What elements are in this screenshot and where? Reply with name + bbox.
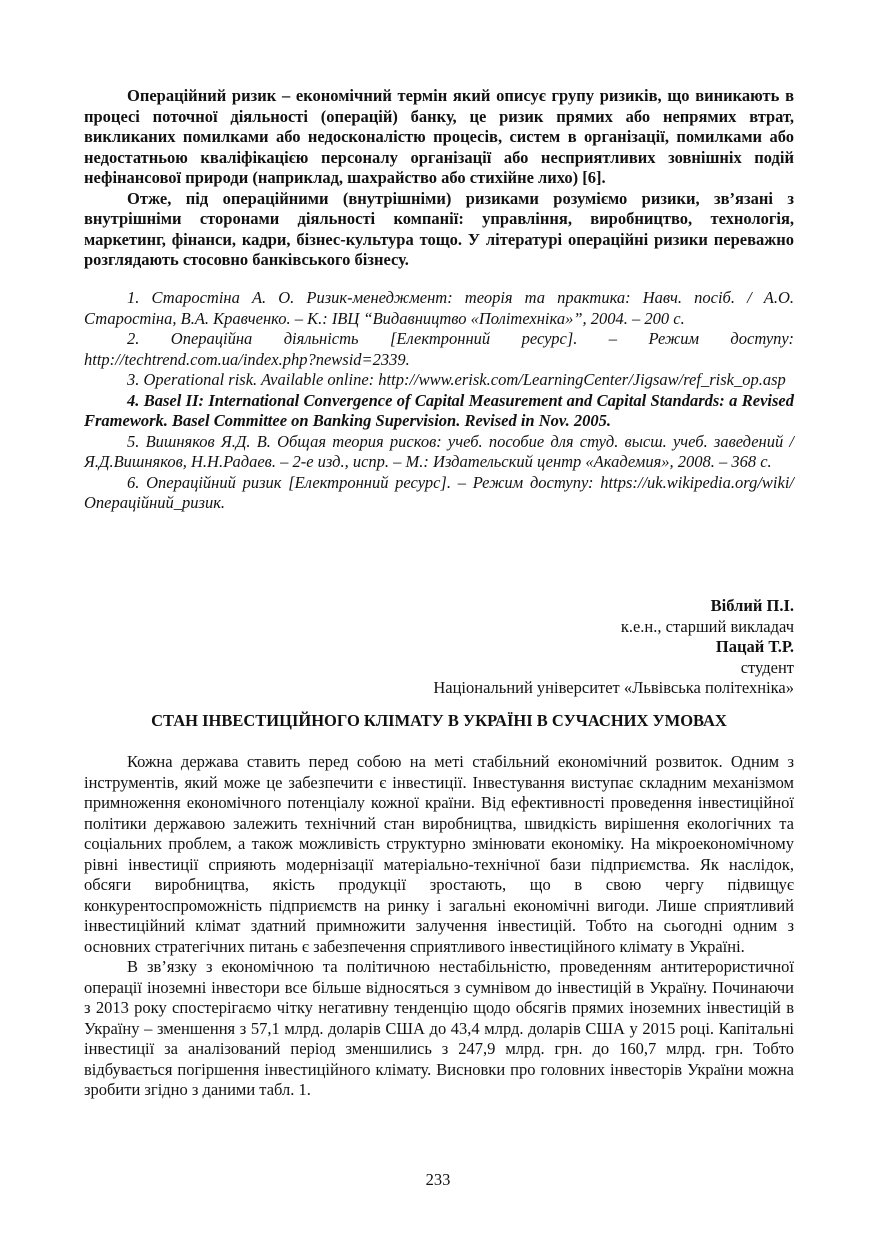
intro-paragraph-1: Операційний ризик – економічний термін який описує групу ризиків, що виникають в процесі поточної діяльності (операцій) банку, це ризик прямих або непрямих втрат, викликаних помилками або недосконалістю процесів, систем в організації, помилками або недостатньою кваліфікацією персоналу організації або несприятливих зовнішніх подій нефінансової природи (наприклад, шахрайство або стихійне лихо) [6].: [84, 86, 794, 187]
author-2-role: студент: [740, 657, 794, 677]
author-block: [84, 596, 794, 699]
reference-item-3: 3. Operational risk. Available online: http://www.erisk.com/LearningCenter/Jigsaw/ref_risk_op.asp: [127, 370, 786, 389]
author-2-name: Пацай Т.Р.: [715, 637, 794, 656]
body-paragraph-1: Кожна держава ставить перед собою на меті стабільний економічний розвиток. Одним з інструментів, який може це забезпечити є інвестиції. Інвестування виступає складним механізмом примноження економічного потенціалу кожної країни. Від ефективності проведення інвестиційної політики державою залежить технічний стан виробництва, швидкість вирішення екологічних та соціальних проблем, а також можливість структурно змінювати економіку. На мікроекономічному рівні інвестиції сприяють модернізації матеріально-технічної бази підприємства. Як наслідок, обсяги виробництва, якість продукції зростають, що в свою чергу підвищує конкурентоспроможність підприємств на ринку і загальні економічні вигоди. Лише сприятливий інвестиційний клімат здатний примножити залучення інвестицій. Тобто на сьогодні одним з основних стратегічних питань є забезпечення сприятливого інвестиційного клімату в Україні.: [84, 752, 794, 956]
intro-paragraph-2: Отже, під операційними (внутрішніми) ризиками розуміємо ризики, зв’язані з внутрішніми сторонами діяльності компанії: управління, виробництво, технологія, маркетинг, фінанси, кадри, бізнес-культура тощо. У літературі операційні ризики переважно розглядають стосовно банківського бізнесу.: [84, 188, 794, 269]
article-body: [84, 752, 794, 1101]
body-paragraph-2: В зв’язку з економічною та політичною нестабільністю, проведенням антитерористичної операції іноземні інвестори все більше відносяться з сумнівом до інвестицій в Україну. Починаючи з 2013 року спостерігаємо чітку негативну тенденцію щодо обсягів прямих іноземних інвестицій в Україну – зменшення з 57,1 млрд. доларів США до 43,4 млрд. доларів США у 2015 році. Капітальні інвестиції за аналізований період зменшились з 247,9 млрд. грн. до 160,7 млрд. грн. Тобто відбувається погіршення інвестиційного клімату. Висновки про головних інвесторів України можна зробити згідно з даними табл. 1.: [84, 957, 794, 1099]
reference-item-2: 2. Операційна діяльність [Електронний ресурс]. – Режим доступу: http://techtrend.com.ua/index.php?newsid=2339.: [84, 329, 794, 369]
reference-item-4: 4. Basel II: International Convergence of Capital Measurement and Capital Standards: a Revised Framework. Basel Committee on Banking Supervision. Revised in Nov. 2005.: [84, 390, 794, 430]
references-list: [84, 288, 794, 514]
intro-section: [84, 86, 794, 271]
page-number: 233: [425, 1170, 451, 1189]
article-title: СТАН ІНВЕСТИЦІЙНОГО КЛІМАТУ В УКРАЇНІ В СУЧАСНИХ УМОВАХ: [151, 711, 727, 730]
author-1-name: Віблий П.І.: [710, 596, 794, 615]
reference-item-6: 6. Операційний ризик [Електронний ресурс]. – Режим доступу: https://uk.wikipedia.org/wiki/Операційний_ризик.: [84, 472, 794, 512]
reference-item-1: 1. Старостіна А. О. Ризик-менеджмент: теорія та практика: Навч. посіб. / А.О. Старостіна, В.А. Кравченко. – К.: ІВЦ “Видавництво «Політехніка»”, 2004. – 200 с.: [84, 288, 794, 328]
author-1-role: к.е.н., старший викладач: [620, 616, 794, 636]
affiliation: Національний університет «Львівська політехніка»: [433, 678, 794, 697]
reference-item-5: 5. Вишняков Я.Д. В. Общая теория рисков: учеб. пособие для студ. высш. учеб. заведений / Я.Д.Вишняков, Н.Н.Радаев. – 2-е изд., испр. – М.: Издательский центр «Академия», 2008. – 368 с.: [84, 431, 794, 471]
